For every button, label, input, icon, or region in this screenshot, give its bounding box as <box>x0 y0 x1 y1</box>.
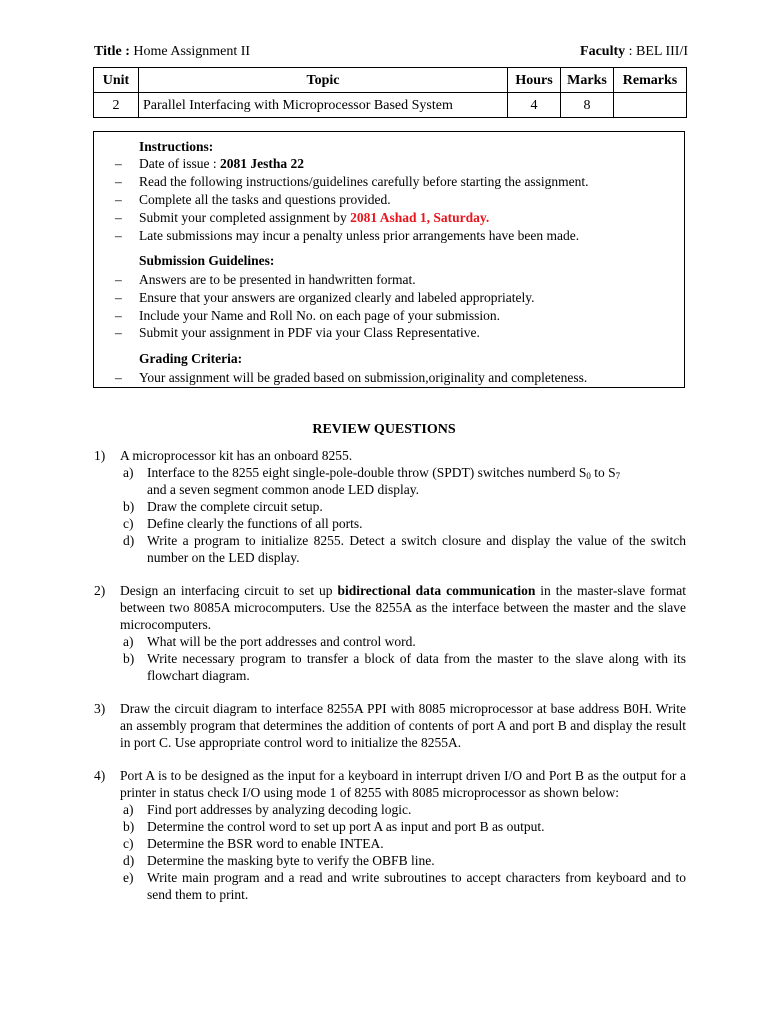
sub-label: a) <box>123 802 134 817</box>
question-text: Port A is to be designed as the input for a keyboard in interrupt driven I/O and Port B as the output for a printer in status check I/O using mode 1 of 8255 with 8085 microprocessor as shown below: <box>120 768 686 800</box>
bullet-dash: – <box>115 290 122 305</box>
submission-text: Submit your assignment in PDF via your Class Representative. <box>139 325 480 340</box>
faculty-line <box>580 43 688 60</box>
header-hours: Hours <box>508 68 561 93</box>
title-label: Title : <box>94 44 130 59</box>
sub-label: b) <box>123 819 135 834</box>
sub-text: Write main program and a read and write subroutines to accept characters from keyboard and to send them to print. <box>147 870 686 902</box>
cell-remarks <box>614 93 687 118</box>
issue-date: 2081 Jestha 22 <box>219 156 304 171</box>
sub-text: Write a program to initialize 8255. Detect a switch closure and display the value of the switch number on the LED display. <box>147 533 686 565</box>
title-line <box>94 43 250 60</box>
grading-text: Your assignment will be graded based on submission,originality and completeness. <box>139 370 588 385</box>
instruction-text: Late submissions may incur a penalty unless prior arrangements have been made. <box>139 228 580 243</box>
bullet-dash: – <box>115 210 122 225</box>
grading-title: Grading Criteria: <box>139 351 243 366</box>
instruction-text: Complete all the tasks and questions provided. <box>139 192 391 207</box>
sub-question <box>120 869 686 903</box>
cell-marks: 8 <box>561 93 614 118</box>
sub-question <box>120 852 686 869</box>
faculty-value: : BEL III/I <box>625 44 688 59</box>
sub-text: Write necessary program to transfer a block of data from the master to the slave along with its flowchart diagram. <box>147 651 686 683</box>
question-number: 3) <box>94 701 106 716</box>
table-row <box>94 93 687 118</box>
subscript: 0 <box>586 471 591 481</box>
sub-label: b) <box>123 499 135 514</box>
sub-label: a) <box>123 634 134 649</box>
sub-question <box>120 633 686 650</box>
sub-text: What will be the port addresses and control word. <box>147 634 416 649</box>
subscript: 7 <box>615 471 621 481</box>
bullet-dash: – <box>115 370 122 385</box>
question-number: 1) <box>94 448 106 463</box>
sub-question <box>120 835 686 852</box>
submission-text: Answers are to be presented in handwritten format. <box>139 272 416 287</box>
cell-hours: 4 <box>508 93 561 118</box>
header-topic: Topic <box>139 68 508 93</box>
submission-title: Submission Guidelines: <box>139 253 275 268</box>
sub-text: to S <box>590 465 616 480</box>
course-info-table <box>93 67 687 118</box>
sub-question <box>120 532 686 566</box>
question-number: 2) <box>94 583 106 598</box>
sub-question <box>120 464 686 498</box>
sub-label: e) <box>123 870 134 885</box>
sub-text: Determine the control word to set up port A as input and port B as output. <box>147 819 545 834</box>
document-header <box>94 43 692 61</box>
sub-label: c) <box>123 836 134 851</box>
faculty-label: Faculty <box>580 44 626 59</box>
submission-text: Include your Name and Roll No. on each page of your submission. <box>139 308 501 323</box>
issue-prefix: Date of issue : <box>139 156 220 171</box>
bullet-dash: – <box>115 272 122 287</box>
title-value: Home Assignment II <box>129 44 251 59</box>
sub-question <box>120 498 686 515</box>
sub-text: Determine the masking byte to verify the OBFB line. <box>147 853 435 868</box>
sub-text: Draw the complete circuit setup. <box>147 499 323 514</box>
sub-text: Determine the BSR word to enable INTEA. <box>147 836 384 851</box>
sub-text: Define clearly the functions of all ports. <box>147 516 363 531</box>
question-text: Design an interfacing circuit to set up <box>120 583 338 598</box>
bullet-dash: – <box>115 308 122 323</box>
sub-question <box>120 801 686 818</box>
instructions-box <box>93 131 685 388</box>
bullet-dash: – <box>115 192 122 207</box>
cell-unit: 2 <box>94 93 139 118</box>
sub-label: d) <box>123 853 135 868</box>
header-remarks: Remarks <box>614 68 687 93</box>
bullet-dash: – <box>115 174 122 189</box>
sub-label: c) <box>123 516 134 531</box>
question-text: Draw the circuit diagram to interface 8255A PPI with 8085 microprocessor at base address B0H. Write an assembly program that determines the addition of contents of port A and port B and display the result in port C. Use appropriate control word to initialize the 8255A. <box>120 701 686 750</box>
cell-topic: Parallel Interfacing with Microprocessor Based System <box>139 93 508 118</box>
bullet-dash: – <box>115 228 122 243</box>
sub-text: and a seven segment common anode LED display. <box>147 482 420 497</box>
instruction-text: Read the following instructions/guidelines carefully before starting the assignment. <box>139 174 589 189</box>
sub-label: b) <box>123 651 135 666</box>
instructions-title: Instructions: <box>139 139 214 154</box>
bullet-dash: – <box>115 325 122 340</box>
question-text: A microprocessor kit has an onboard 8255. <box>120 448 353 463</box>
table-header-row <box>94 68 687 93</box>
question-number: 4) <box>94 768 106 783</box>
submission-text: Ensure that your answers are organized clearly and labeled appropriately. <box>139 290 535 305</box>
submit-deadline: 2081 Ashad 1, Saturday. <box>350 210 490 225</box>
header-unit: Unit <box>94 68 139 93</box>
sub-label: d) <box>123 533 135 548</box>
sub-question <box>120 515 686 532</box>
question-emphasis: bidirectional data communication <box>337 583 536 598</box>
header-marks: Marks <box>561 68 614 93</box>
bullet-dash: – <box>115 156 122 171</box>
sub-text: Find port addresses by analyzing decoding logic. <box>147 802 412 817</box>
question-text: in the master-slave format between two 8085A microcomputers. Use the 8255A as the interface between the master and the slave microcomputers. <box>120 583 686 632</box>
review-questions-title: REVIEW QUESTIONS <box>312 422 456 437</box>
sub-text: Interface to the 8255 eight single-pole-double throw (SPDT) switches numberd S <box>147 465 587 480</box>
submit-prefix: Submit your completed assignment by <box>139 210 351 225</box>
sub-question <box>120 650 686 684</box>
sub-question <box>120 818 686 835</box>
sub-label: a) <box>123 465 134 480</box>
